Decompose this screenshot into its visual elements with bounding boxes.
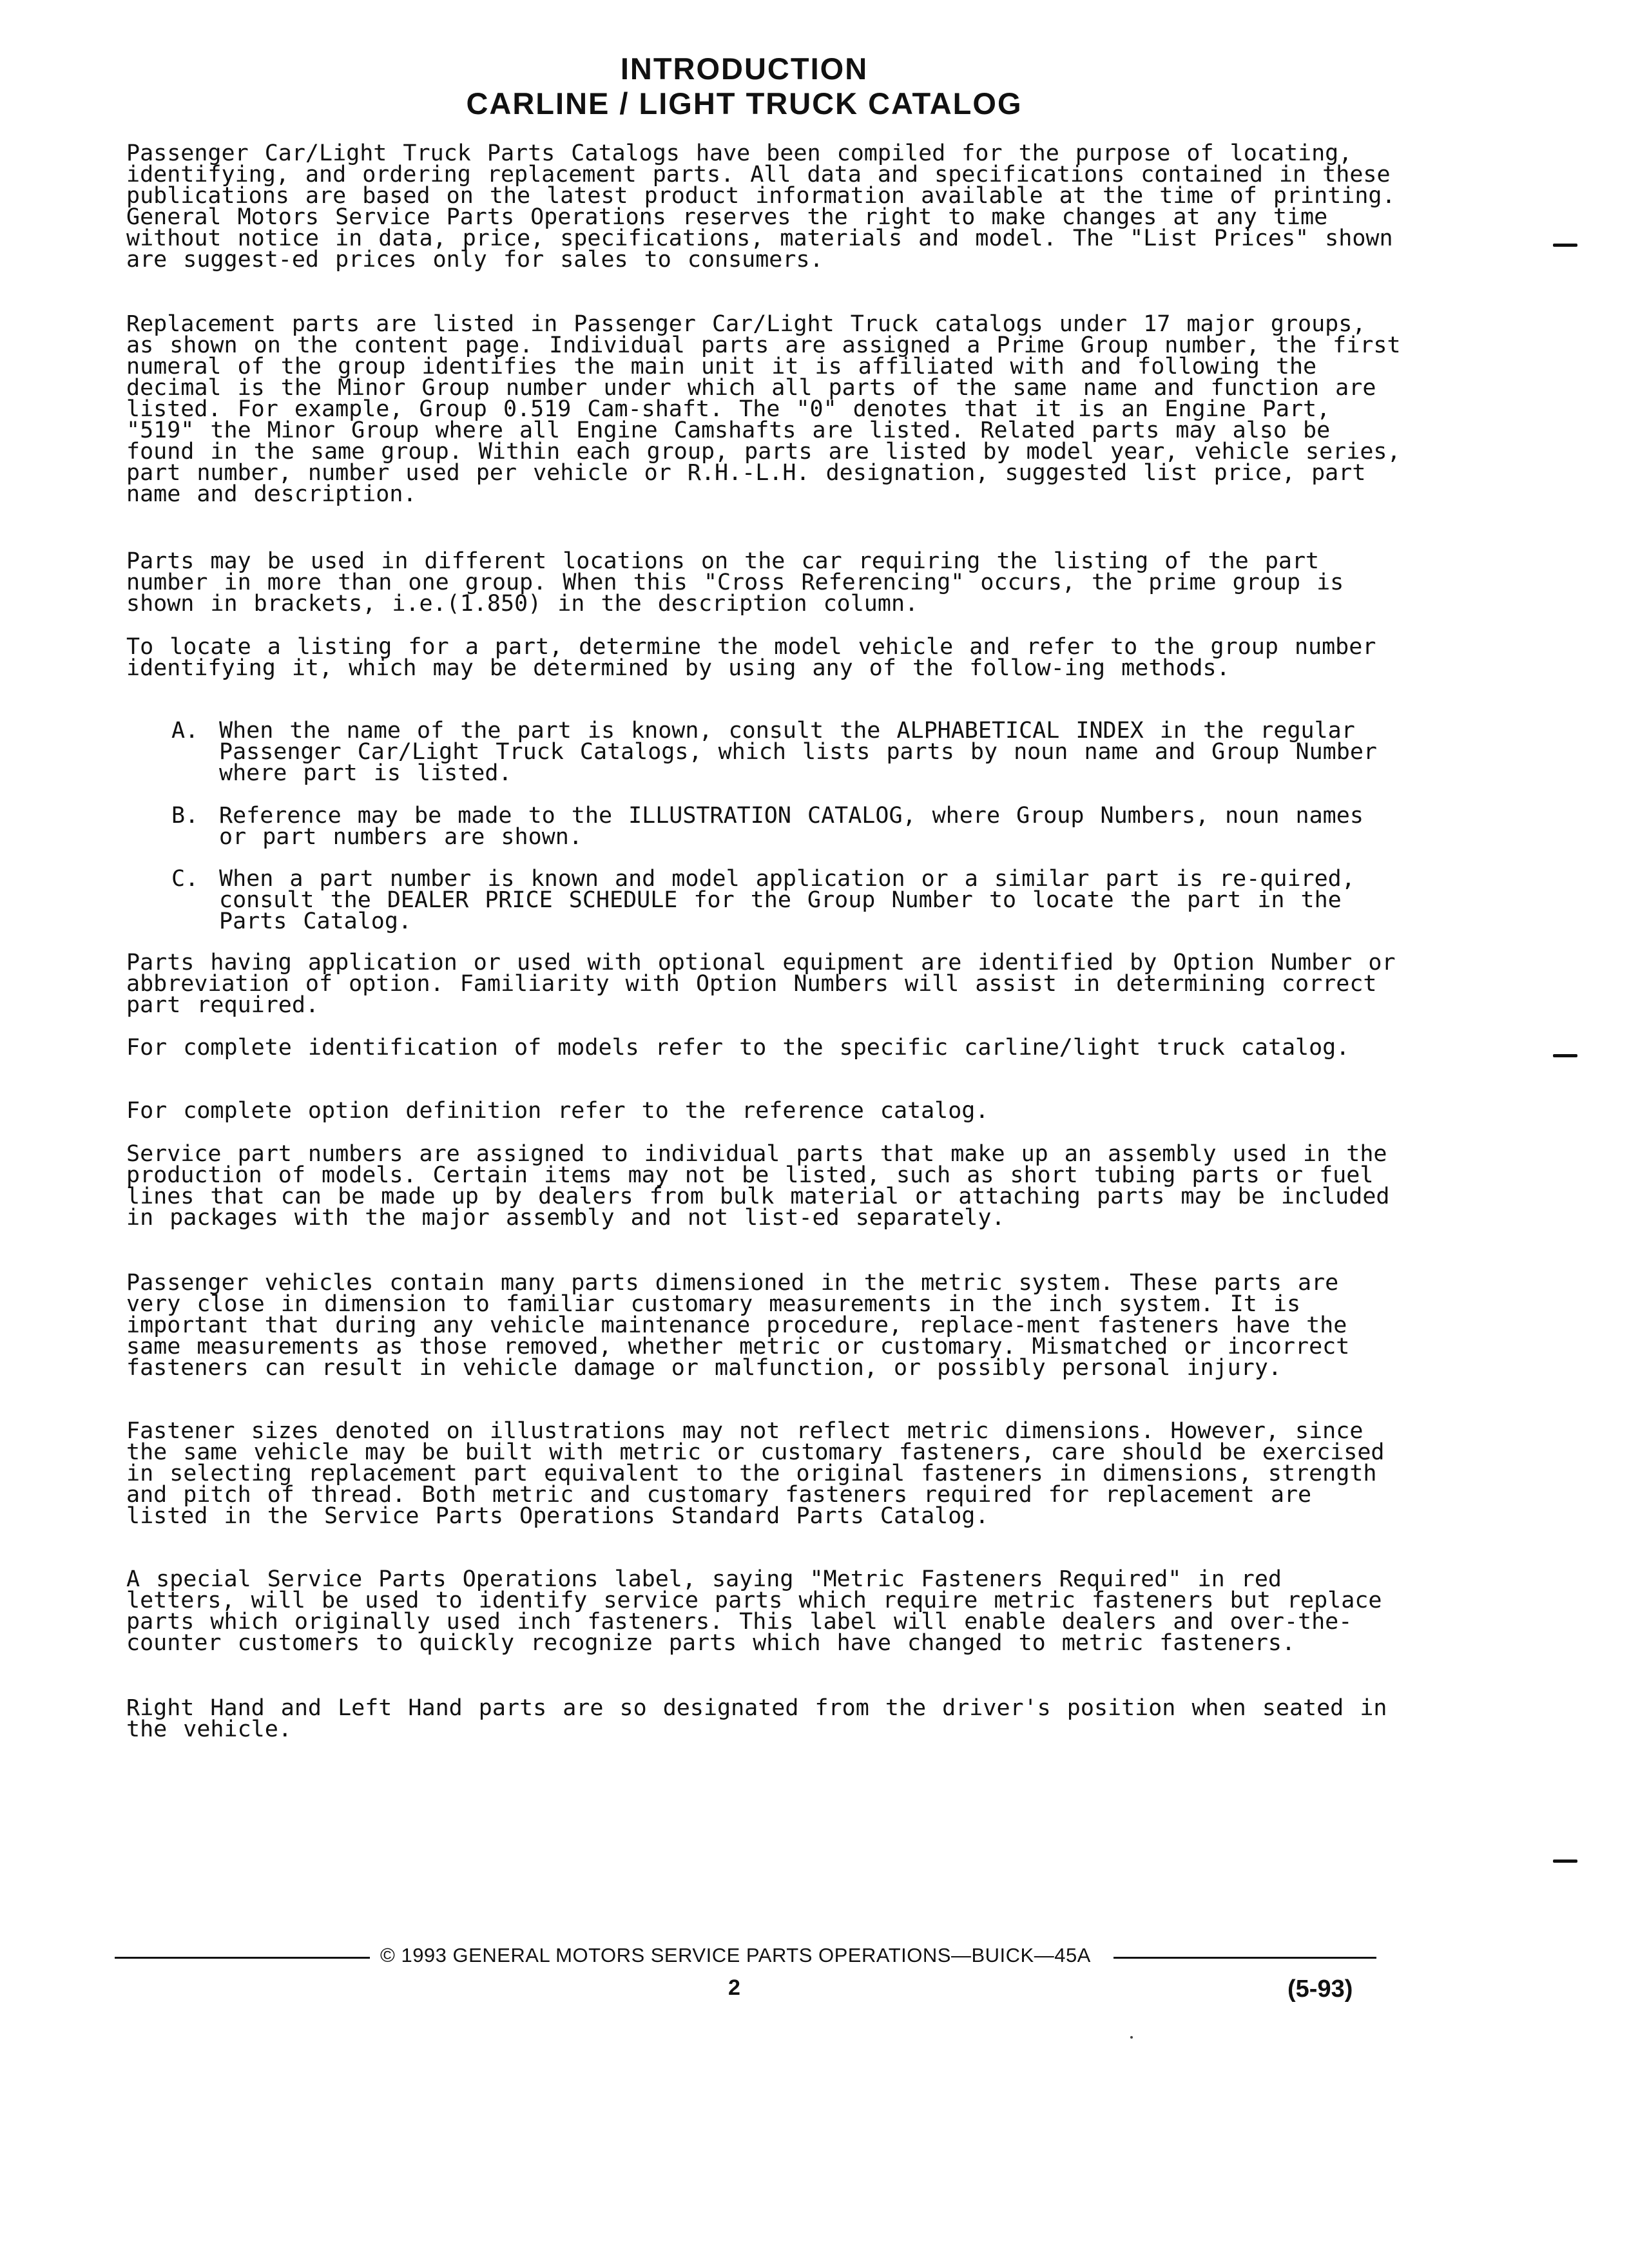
paragraph-fastener-sizes: Fastener sizes denoted on illustrations may not reflect metric dimensions. However, since the same vehicle may be built with metric or customary fasteners, care should be exercised in selecting replacement part equivalent to the original fasteners in dimensions, strength and pitch of thread. Both metric and customary fasteners required for replacement are listed in the Service Parts Operations Standard Parts Catalog.: [126, 1418, 1385, 1529]
footer-rule-right: [1113, 1957, 1376, 1959]
method-item-b: [171, 805, 1405, 848]
method-text: When the name of the part is known, consult the ALPHABETICAL INDEX in the regular Passenger Car/Light Truck Catalogs, which lists parts by noun name and Group Number where part is listed.: [219, 718, 1377, 786]
paragraph-service-part-numbers: Service part numbers are assigned to individual parts that make up an assembly used in the production of models. Certain items may not be listed, such as short tubing parts or fuel lines that can be made up by dealers from bulk material or attaching parts may be included in packages with the major assembly and not list-ed separately.: [126, 1141, 1390, 1231]
page-number: 2: [728, 1975, 740, 2000]
paragraph-right-left-hand: Right Hand and Left Hand parts are so designated from the driver's position when seated in the vehicle.: [126, 1695, 1387, 1742]
footer-copyright: © 1993 GENERAL MOTORS SERVICE PARTS OPERATIONS—BUICK—45A: [380, 1944, 1091, 1966]
method-marker: C.: [171, 866, 199, 892]
revision-date: (5-93): [1287, 1975, 1353, 2003]
method-marker: B.: [171, 803, 199, 829]
paragraph-option-numbers: Parts having application or used with optional equipment are identified by Option Number or abbreviation of option. Familiarity with Option Numbers will assist in determining correct part required.: [126, 950, 1396, 1018]
method-item-a: [171, 720, 1405, 784]
scan-speck: [1130, 2036, 1133, 2039]
method-item-c: [171, 866, 1405, 934]
title-carline-light-truck-catalog: CARLINE / LIGHT TRUCK CATALOG: [466, 86, 1023, 120]
paragraph-locate-listing: To locate a listing for a part, determine the model vehicle and refer to the group number identifying it, which may be determined by using any of the follow-ing methods.: [126, 634, 1376, 681]
paragraph-group-numbers: Replacement parts are listed in Passenger Car/Light Truck catalogs under 17 major groups, as shown on the content page. Individual parts are assigned a Prime Group number, the first numeral of the group identifies the main unit it is affiliated with and following the decimal is the Minor Group number under which all parts of the same name and function are listed. For example, Group 0.519 Cam-shaft. The "0" denotes that it is an Engine Part, "519" the Minor Group where all Engine Camshafts are listed. Related parts may also be found in the same group. Within each group, parts are listed by model year, vehicle series, part number, number used per vehicle or R.H.-L.H. designation, suggested list price, part name and description.: [126, 311, 1401, 507]
paragraph-cross-referencing: Parts may be used in different locations on the car requiring the listing of the part number in more than one group. When this "Cross Referencing" occurs, the prime group is shown in brackets, i.e.(1.850) in the description column.: [126, 548, 1344, 617]
method-text: Reference may be made to the ILLUSTRATION CATALOG, where Group Numbers, noun names or part numbers are shown.: [219, 803, 1364, 850]
title-introduction: INTRODUCTION: [620, 52, 869, 86]
paragraph-option-definition: For complete option definition refer to the reference catalog.: [126, 1098, 989, 1124]
paragraph-metric-system: Passenger vehicles contain many parts dimensioned in the metric system. These parts are very close in dimension to familiar customary measurements in the inch system. It is important that during any vehicle maintenance procedure, replace-ment fasteners have the same measurements as those removed, whether metric or customary. Mismatched or incorrect fasteners can result in vehicle damage or malfunction, or possibly personal injury.: [126, 1270, 1350, 1381]
method-text: When a part number is known and model application or a similar part is re-quired, consult the DEALER PRICE SCHEDULE for the Group Number to locate the part in the Parts Catalog.: [219, 866, 1355, 934]
method-marker: A.: [171, 718, 199, 744]
paragraph-model-identification: For complete identification of models refer to the specific carline/light truck catalog.: [126, 1035, 1350, 1061]
revision-bar-mark: [1553, 1054, 1577, 1057]
footer-rule-left: [115, 1957, 370, 1959]
revision-bar-mark: [1553, 244, 1577, 247]
paragraph-metric-label: A special Service Parts Operations label, saying "Metric Fasteners Required" in red letters, will be used to identify service parts which require metric fasteners but replace parts which originally used inch fasteners. This label will enable dealers and over-the-counter customers to quickly recognize parts which have changed to metric fasteners.: [126, 1566, 1382, 1656]
paragraph-catalog-purpose: Passenger Car/Light Truck Parts Catalogs have been compiled for the purpose of locating, identifying, and ordering replacement parts. All data and specifications contained in these publications are based on the latest product information available at the time of printing. General Motors Service Parts Operations reserves the right to make changes at any time without notice in data, price, specifications, materials and model. The "List Prices" shown are suggest-ed prices only for sales to consumers.: [126, 140, 1396, 273]
revision-bar-mark: [1553, 1860, 1577, 1863]
